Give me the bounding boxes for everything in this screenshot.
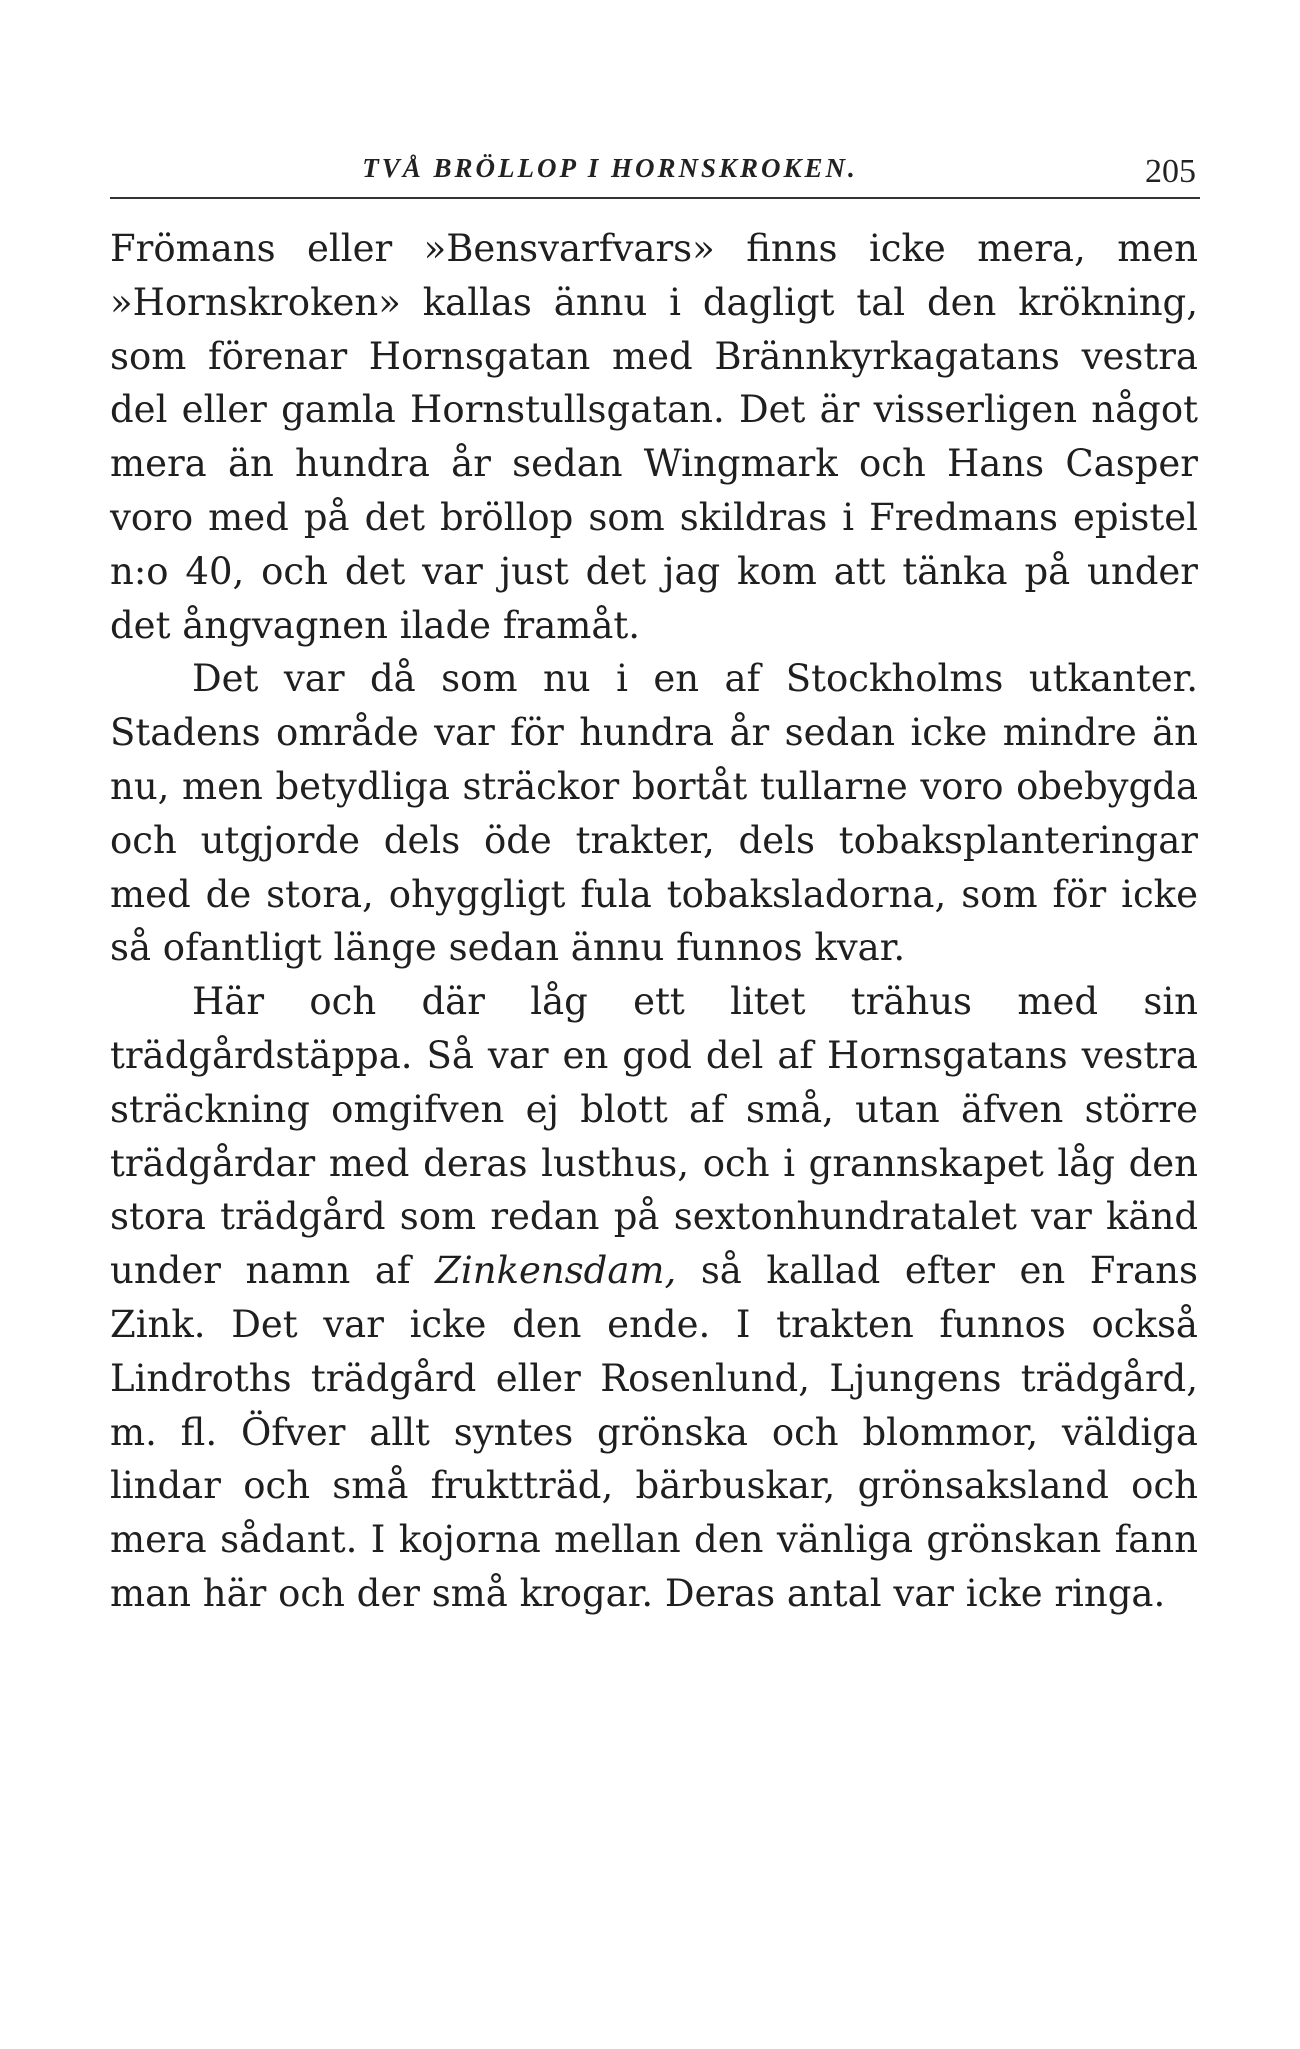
paragraph-1 bbox=[110, 222, 1198, 652]
place-name-italic: Zinkensdam, bbox=[435, 1249, 677, 1293]
paragraph-3-text-after: så kallad efter en Frans Zink. Det var icke den ende. I trakten funnos också Lindroths trädgård eller Rosenlund, Ljungens trädgård, m. fl. Öfver allt syntes grönska och blommor, väldiga lindar och små fruktträd, bärbuskar, grönsaksland och mera sådant. I kojorna mellan den vänliga grönskan fann man här och der små krogar. Deras antal var icke ringa. bbox=[110, 1249, 1198, 1615]
paragraph-1-text: Frömans eller »Bensvarfvars» finns icke mera, men »Hornskroken» kallas ännu i dagligt tal den krökning, som förenar Hornsgatan med Brännkyrkagatans vestra del eller gamla Hornstullsgatan. Det är visserligen något mera än hundra år sedan Wingmark och Hans Casper voro med på det bröllop som skildras i Fredmans epistel n:o 40, och det var just det jag kom att tänka på under det ångvagnen ilade framåt. bbox=[110, 227, 1198, 647]
running-title: TVÅ BRÖLLOP I HORNSKROKEN. bbox=[362, 153, 858, 183]
paragraph-3-text-before: Här och där låg ett litet trähus med sin trädgårdstäppa. Så var en god del af Hornsgatans vestra sträckning omgifven ej blott af små, utan äfven större trädgårdar med deras lusthus, och i grannskapet låg den stora trädgård som redan på sextonhundratalet var känd under namn af bbox=[110, 980, 1198, 1293]
paragraph-2 bbox=[110, 652, 1198, 975]
paragraph-3 bbox=[110, 975, 1198, 1621]
page-number: 205 bbox=[1145, 153, 1196, 190]
running-head bbox=[110, 148, 1200, 194]
body-text bbox=[110, 222, 1198, 1621]
header-rule bbox=[110, 197, 1200, 199]
paragraph-2-text: Det var då som nu i en af Stockholms utkanter. Stadens område var för hundra år sedan icke mindre än nu, men betydliga sträckor bortåt tullarne voro obebygda och utgjorde dels öde trakter, dels tobaksplanteringar med de stora, ohyggligt fula tobaksladorna, som för icke så ofantligt länge sedan ännu funnos kvar. bbox=[110, 657, 1198, 970]
